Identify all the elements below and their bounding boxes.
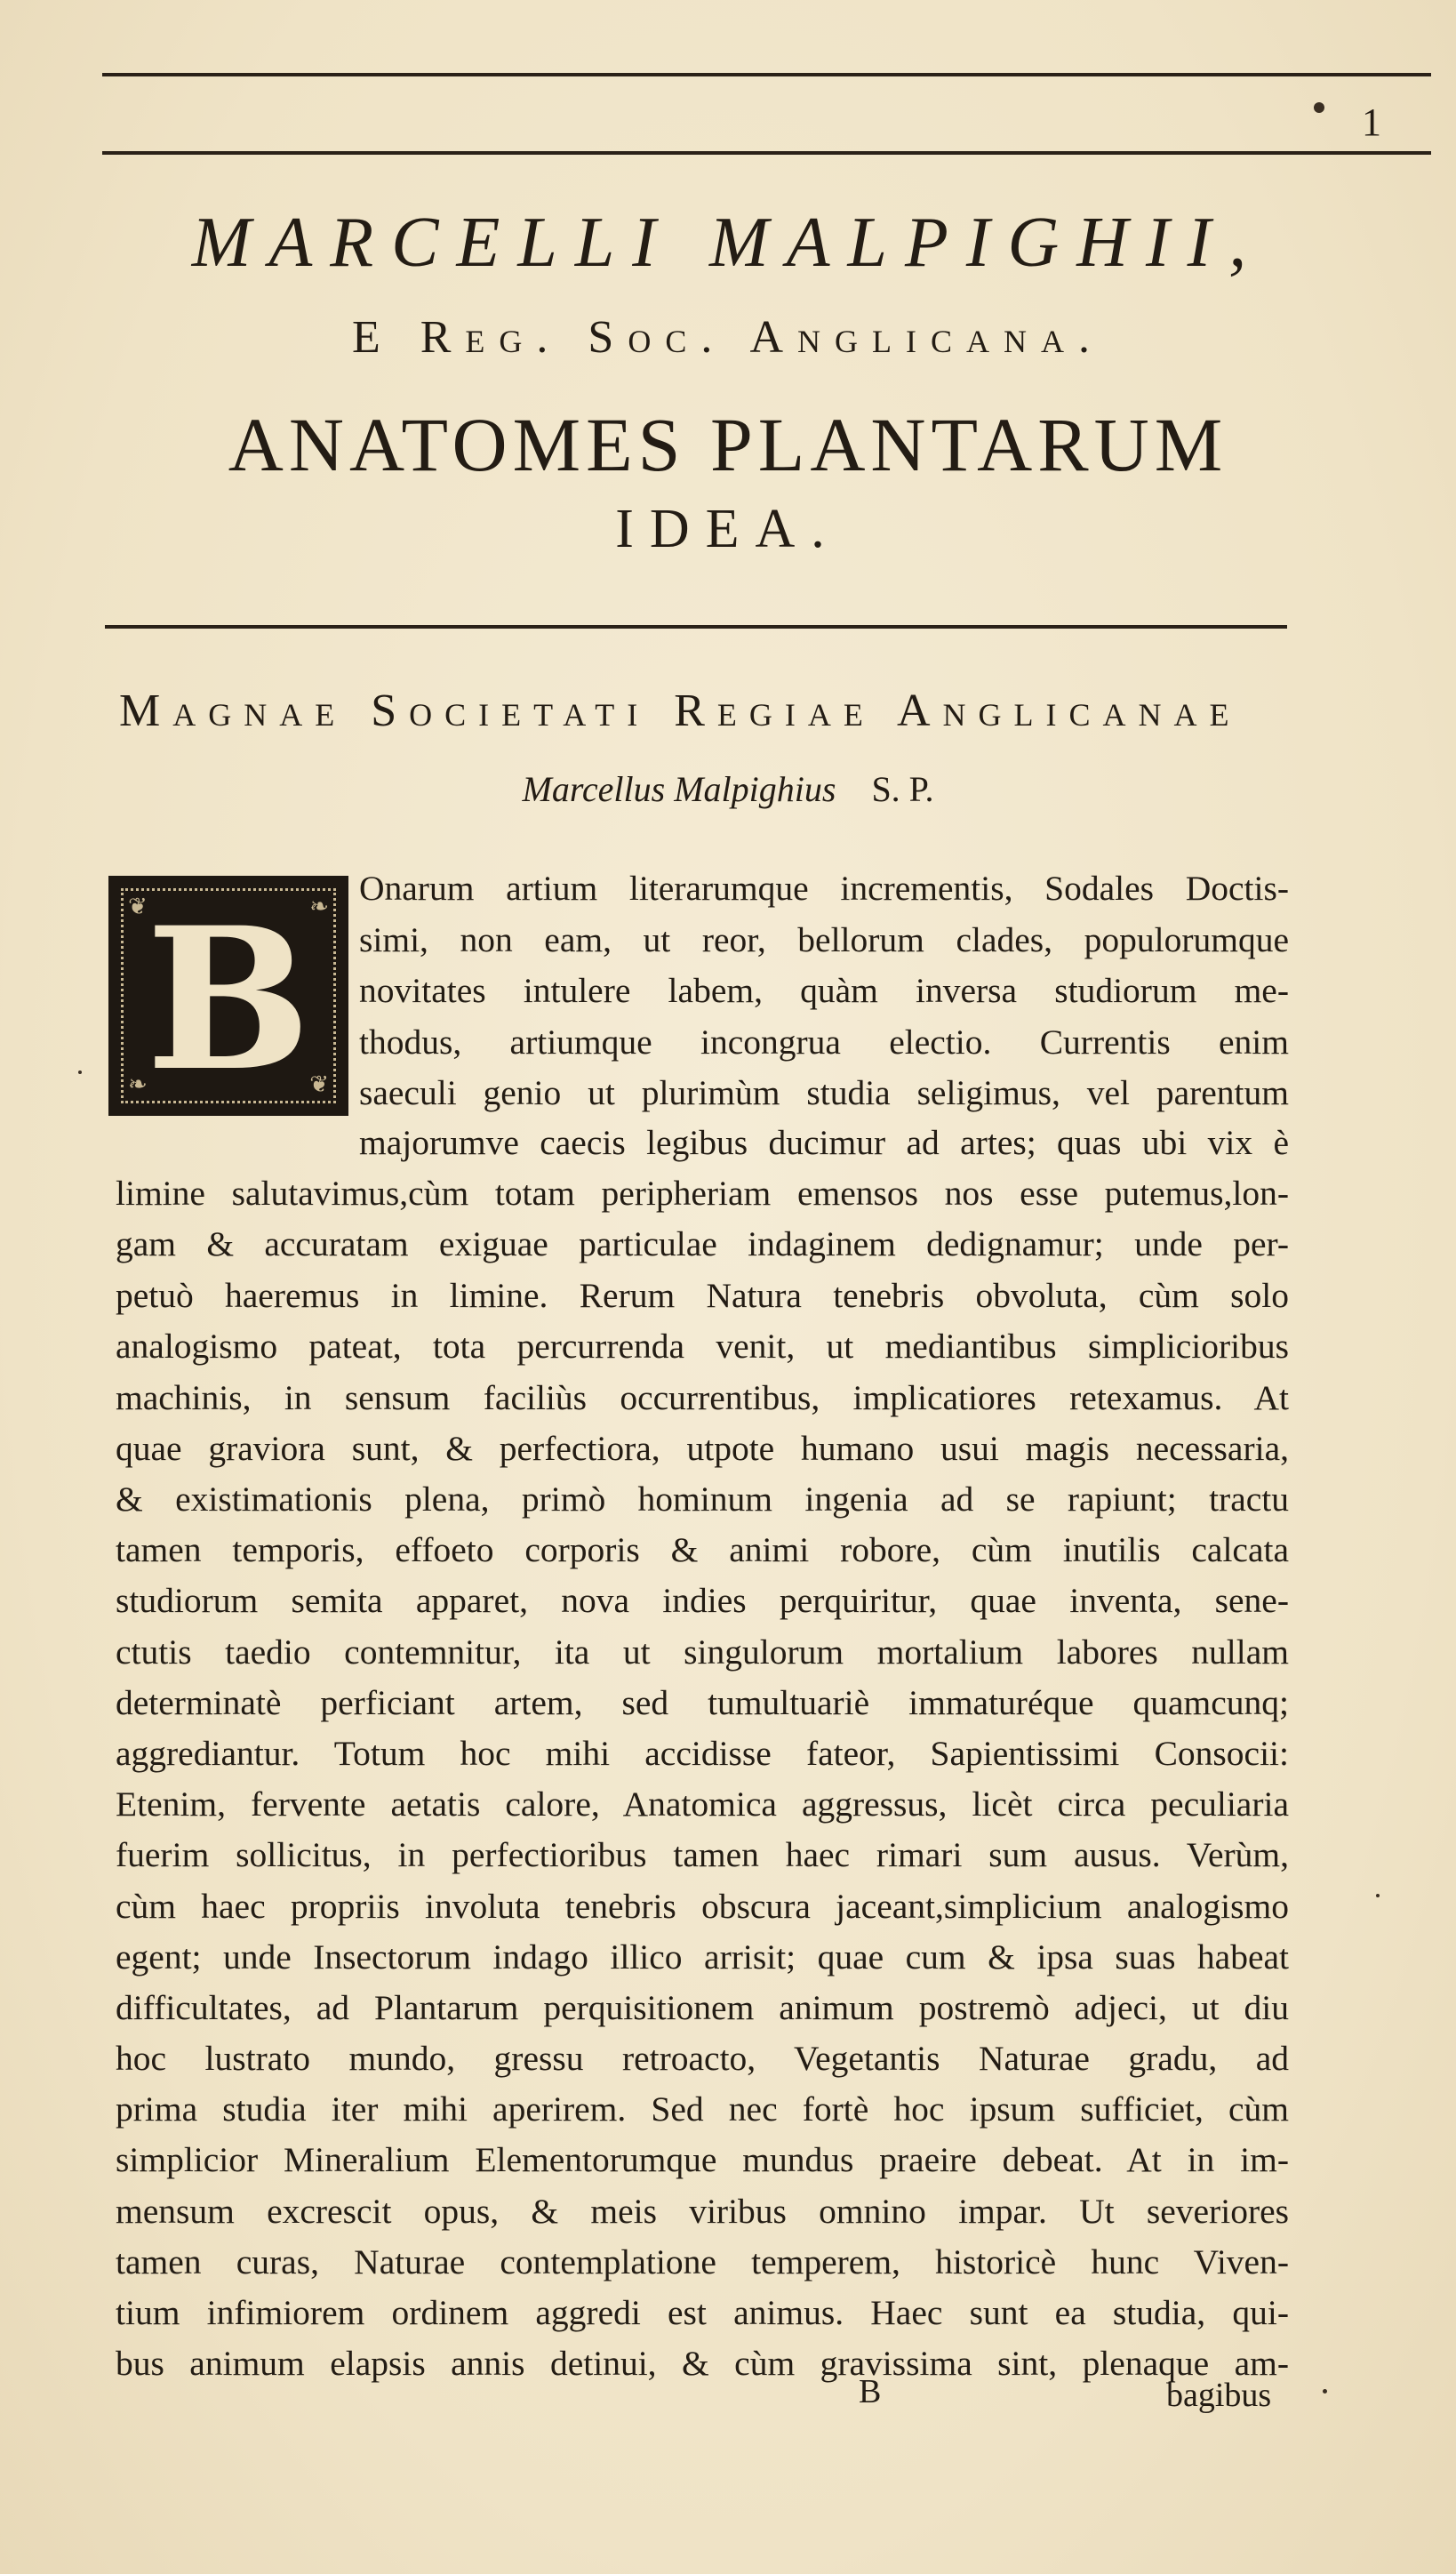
signature-line xyxy=(0,768,1456,810)
body-line: ctutis taedio contemnitur, ita ut singulorum mortalium labores nullam xyxy=(116,1632,1289,1672)
signature-name: Marcellus Malpighius xyxy=(522,769,836,809)
body-line: simplicior Mineralium Elementorumque mundus praeire debeat. At in im- xyxy=(116,2140,1289,2179)
body-line: limine salutavimus,cùm totam peripheriam emensos nos esse putemus,lon- xyxy=(116,1174,1289,1213)
body-line: aggrediantur. Totum hoc mihi accidisse fateor, Sapientissimi Consocii: xyxy=(116,1734,1289,1773)
body-line: tamen curas, Naturae contemplatione temperem, historicè hunc Viven- xyxy=(116,2242,1289,2281)
body-line: mensum excrescit opus, & meis viribus omnino impar. Ut severiores xyxy=(116,2192,1289,2231)
title-rule xyxy=(105,625,1287,629)
body-line: tamen temporis, effoeto corporis & animi robore, cùm inutilis calcata xyxy=(116,1530,1289,1569)
decorated-initial xyxy=(108,876,348,1116)
top-rule xyxy=(102,73,1431,76)
body-line: majorumve caecis legibus ducimur ad artes; quas ubi vix è xyxy=(359,1123,1289,1162)
header-rule xyxy=(102,151,1431,155)
body-line: simi, non eam, ut reor, bellorum clades, populorumque xyxy=(359,920,1289,959)
body-line: & existimationis plena, primò hominum ingenia ad se rapiunt; tractu xyxy=(116,1479,1289,1519)
body-line: Etenim, fervente aetatis calore, Anatomica aggressus, licèt circa peculiaria xyxy=(116,1784,1289,1824)
dedication-heading: Magnae Societati Regiae Anglicanae xyxy=(119,686,1242,736)
body-line: prima studia iter mihi aperirem. Sed nec fortè hoc ipsum sufficiet, cùm xyxy=(116,2089,1289,2129)
body-line: cùm haec propriis involuta tenebris obscura jaceant,simplicium analogismo xyxy=(116,1887,1289,1926)
body-line: tium infimiorem ordinem aggredi est animus. Haec sunt ea studia, qui- xyxy=(116,2293,1289,2332)
body-line: egent; unde Insectorum indago illico arrisit; quae cum & ipsa suas habeat xyxy=(116,1937,1289,1977)
body-line: novitates intulere labem, quàm inversa studiorum me- xyxy=(359,971,1289,1010)
body-line: fuerim sollicitus, in perfectioribus tamen haec rimari sum ausus. Verùm, xyxy=(116,1835,1289,1874)
ornament-icon: ❧ xyxy=(309,894,329,920)
body-line: petuò haeremus in limine. Rerum Natura tenebris obvoluta, cùm solo xyxy=(116,1276,1289,1315)
catchword: bagibus xyxy=(1166,2377,1272,2414)
body-line: bus animum elapsis annis detinui, & cùm gravissima sint, plenaque am- xyxy=(116,2344,1289,2383)
ink-speck xyxy=(1314,102,1324,113)
body-line: saeculi genio ut plurimùm studia seligimus, vel parentum xyxy=(359,1073,1289,1112)
body-line: hoc lustrato mundo, gressu retroacto, Vegetantis Naturae gradu, ad xyxy=(116,2039,1289,2078)
body-line: quae graviora sunt, & perfectiora, utpote humano usui magis necessaria, xyxy=(116,1429,1289,1468)
margin-speck xyxy=(78,1070,82,1074)
title-main: ANATOMES PLANTARUM xyxy=(228,402,1228,487)
margin-speck xyxy=(1376,1894,1380,1897)
title-idea: IDEA. xyxy=(615,499,841,559)
body-line: difficultates, ad Plantarum perquisitionem animum postremò adjeci, ut diu xyxy=(116,1988,1289,2027)
ornament-icon: ❦ xyxy=(128,894,148,920)
body-line: determinatè perficiant artem, sed tumultuariè immaturéque quamcunq; xyxy=(116,1683,1289,1722)
ornament-icon: ❧ xyxy=(128,1071,148,1098)
body-line: studiorum semita apparet, nova indies perquiritur, quae inventa, sene- xyxy=(116,1581,1289,1620)
margin-speck xyxy=(1323,2389,1327,2394)
signature-mark: B xyxy=(859,2373,882,2410)
ornament-icon: ❦ xyxy=(309,1071,329,1098)
title-author: MARCELLI MALPIGHII, xyxy=(191,204,1265,282)
body-line: thodus, artiumque incongrua electio. Currentis enim xyxy=(359,1022,1289,1062)
body-line: Onarum artium literarumque incrementis, Sodales Doctis- xyxy=(359,869,1289,908)
title-society: E Reg. Soc. Anglicana. xyxy=(351,312,1105,363)
drop-cap-letter: B xyxy=(146,884,311,1114)
body-line: machinis, in sensum faciliùs occurrentibus, implicatiores retexamus. At xyxy=(116,1378,1289,1417)
body-line: analogismo pateat, tota percurrenda venit, ut mediantibus simplicioribus xyxy=(116,1327,1289,1366)
page-number: 1 xyxy=(1362,100,1381,144)
body-line: gam & accuratam exiguae particulae indaginem dedignamur; unde per- xyxy=(116,1224,1289,1263)
signature-suffix: S. P. xyxy=(871,769,934,809)
